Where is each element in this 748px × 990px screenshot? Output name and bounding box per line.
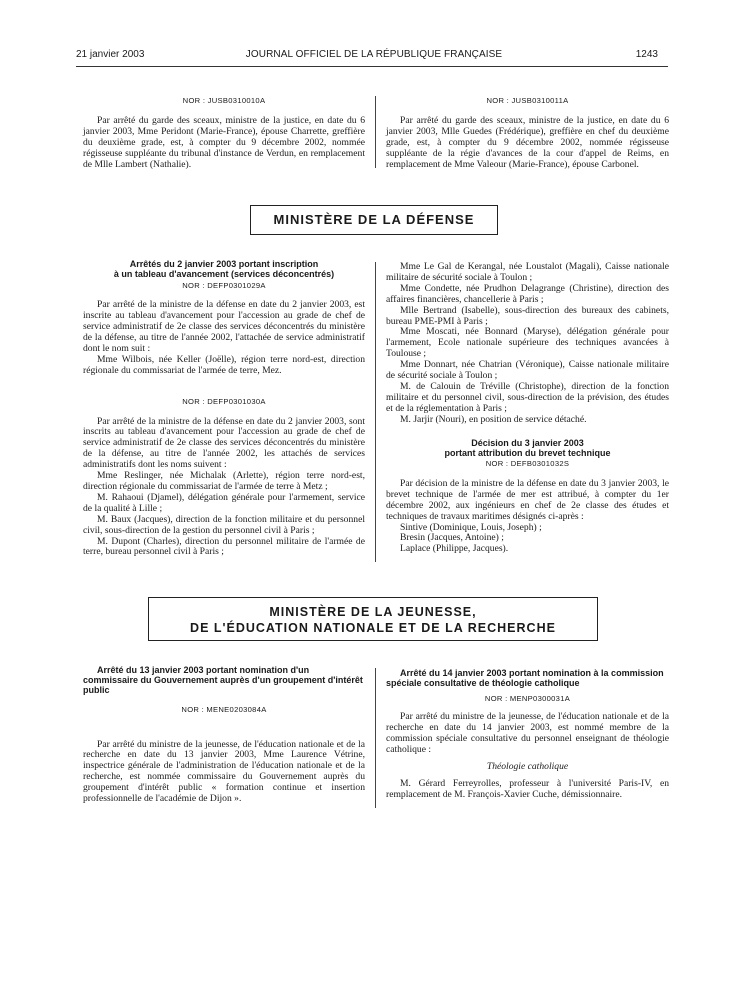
- list-item: Laplace (Philippe, Jacques).: [400, 543, 509, 555]
- list-item: M. Rahaoui (Djamel), délégation générale pour l'armement, service de la qualité à Lille ;: [83, 491, 365, 514]
- page-number: 1243: [635, 49, 658, 60]
- list-item: M. Gérard Ferreyrolles, professeur à l'université Paris-IV, en remplacement de M. François-Xavier Cuche, démissionnaire.: [386, 777, 669, 800]
- decree-title: Arrêté du 14 janvier 2003 portant nomination à la commission spéciale consultative de théologie catholique: [386, 668, 664, 689]
- decree-title: Arrêtés du 2 janvier 2003 portant inscription: [129, 259, 319, 269]
- section-subheading: Théologie catholique: [486, 760, 569, 772]
- list-item: Mlle Bertrand (Isabelle), sous-direction des bureaux des cabinets, bureau PME-PMI à Paris ;: [386, 304, 669, 327]
- list-item: M. Dupont (Charles), direction du personnel militaire de l'armée de terre, bureau personnel civil à Paris ;: [83, 535, 365, 558]
- journal-title: JOURNAL OFFICIEL DE LA RÉPUBLIQUE FRANÇAISE: [245, 49, 503, 60]
- ministry-education-heading: [148, 597, 598, 641]
- column-separator: [375, 262, 376, 562]
- justice-right-block: [386, 96, 669, 170]
- nor-reference: NOR : MENP0300031A: [484, 694, 571, 704]
- ministry-defense-heading: MINISTÈRE DE LA DÉFENSE: [250, 205, 498, 235]
- column-separator: [375, 668, 376, 808]
- decree-paragraph: Par arrêté du garde des sceaux, ministre de la justice, en date du 6 janvier 2003, Mlle Guedes (Frédérique), greffière en chef du deuxième grade, est, à compter du 9 décembre 2002, nommée régisseuse suppléante de la régie d'avances de la cour d'appel de Reims, en remplacement de Mme Valeour (Marie-France), épouse Carbonel.: [386, 114, 669, 170]
- list-item: Mme Reslinger, née Michalak (Arlette), région terre nord-est, direction régionale du commissariat de l'armée de terre à Metz ;: [83, 470, 365, 492]
- header-rule: [76, 66, 668, 67]
- nor-reference: NOR : MENE0203084A: [181, 704, 267, 714]
- defense-right-column: [386, 262, 669, 555]
- ministry-name-line: DE L'ÉDUCATION NATIONALE ET DE LA RECHERCHE: [190, 621, 556, 635]
- list-item: Mme Moscati, née Bonnard (Maryse), délégation générale pour l'armement, Ecole nationale supérieure des techniques avancées à Toulouse ;: [386, 326, 669, 360]
- decree-paragraph: Par arrêté de la ministre de la défense en date du 2 janvier 2003, sont inscrits au tableau d'avancement pour l'accession au grade de chef de service administratif de 2e classe des services déconcentrés du ministère de la défense, au titre de l'année 2002, les attachés de services administratifs dont les noms suivent :: [83, 415, 365, 471]
- ministry-name-line: MINISTÈRE DE LA JEUNESSE,: [269, 605, 477, 619]
- nor-reference: NOR : JUSB0310010A: [182, 96, 266, 105]
- list-item: Mme Wilbois, née Keller (Joëlle), région terre nord-est, direction régionale du commissariat de l'armée de terre, Mez.: [83, 353, 365, 376]
- list-item: Mme Condette, née Prudhon Delagrange (Christine), direction des affaires financières, chancellerie à Paris ;: [386, 282, 669, 305]
- decision-title: Décision du 3 janvier 2003: [471, 437, 584, 448]
- decree-paragraph: Par arrêté du ministre de la jeunesse, de l'éducation nationale et de la recherche en date du 14 janvier 2003, est nommé membre de la commission spéciale consultative du personnel enseignant de théologie catholique :: [386, 711, 669, 756]
- nor-reference: NOR : DEFB0301032S: [485, 459, 570, 468]
- justice-left-block: [83, 96, 365, 170]
- list-item: M. Jarjir (Nouri), en position de service détaché.: [400, 413, 587, 425]
- decree-title: à un tableau d'avancement (services déconcentrés): [113, 269, 335, 280]
- list-item: M. Baux (Jacques), direction de la fonction militaire et du personnel civil, sous-direction de la gestion du personnel civil à Paris ;: [83, 513, 365, 536]
- decree-paragraph: Par arrêté du ministre de la jeunesse, de l'éducation nationale et de la recherche en date du 13 janvier 2003, Mme Laurence Vétrine, inspectrice générale de l'administration de l'éducation nationale et de la recherche, est nommée commissaire du Gouvernement auprès du groupement d'intérêt public « formation continue et insertion professionnelle de l'académie de Dijon ».: [83, 738, 365, 805]
- list-item: Mme Le Gal de Kerangal, née Loustalot (Magali), Caisse nationale militaire de sécurité sociale à Toulon ;: [386, 261, 669, 283]
- nor-reference: NOR : DEFP0301029A: [182, 281, 266, 291]
- decision-paragraph: Par décision de la ministre de la défense en date du 3 janvier 2003, le brevet technique de l'armée de mer est attribué, à compter du 1er décembre 2002, aux ingénieurs en chef de 2e classe des études et techniques de travaux maritimes désignés ci-après :: [386, 477, 669, 522]
- header-date: 21 janvier 2003: [76, 49, 145, 60]
- education-right-column: [386, 668, 669, 801]
- nor-reference: NOR : JUSB0310011A: [486, 96, 569, 105]
- list-item: M. de Calouin de Tréville (Christophe), direction de la fonction militaire et du personnel civil, sous-direction de la prévision, des études et de la réglementation à Paris ;: [386, 380, 669, 414]
- list-item: Mme Donnart, née Chatrian (Véronique), Caisse nationale militaire de sécurité sociale à Toulon ;: [386, 359, 669, 382]
- list-item: Sintive (Dominique, Louis, Joseph) ;: [400, 521, 542, 533]
- column-separator: [375, 96, 376, 168]
- decree-paragraph: Par arrêté de la ministre de la défense en date du 2 janvier 2003, est inscrite au tableau d'avancement pour l'accession au grade de chef de service administratif de 2e classe des services déconcentrés du ministère de la défense, au titre de l'année 2002, l'attachée de service administratif dont le nom suit :: [83, 299, 365, 354]
- list-item: Bresin (Jacques, Antoine) ;: [400, 532, 504, 544]
- decree-paragraph: Par arrêté du garde des sceaux, ministre de la justice, en date du 6 janvier 2003, Mme Peridont (Marie-France), épouse Charrette, greffière du deuxième grade, est, à compter du 9 décembre 2002, nommée régisseuse suppléante du tribunal d'instance de Verdun, en remplacement de Mlle Lambert (Nathalie).: [83, 114, 365, 170]
- education-left-column: [83, 665, 365, 805]
- defense-left-column: [83, 259, 365, 558]
- decree-title: Arrêté du 13 janvier 2003 portant nomination d'un commissaire du Gouvernement auprès d'un groupement d'intérêt public: [83, 665, 363, 696]
- decision-title: portant attribution du brevet technique: [444, 447, 611, 458]
- nor-reference: NOR : DEFP0301030A: [182, 396, 266, 406]
